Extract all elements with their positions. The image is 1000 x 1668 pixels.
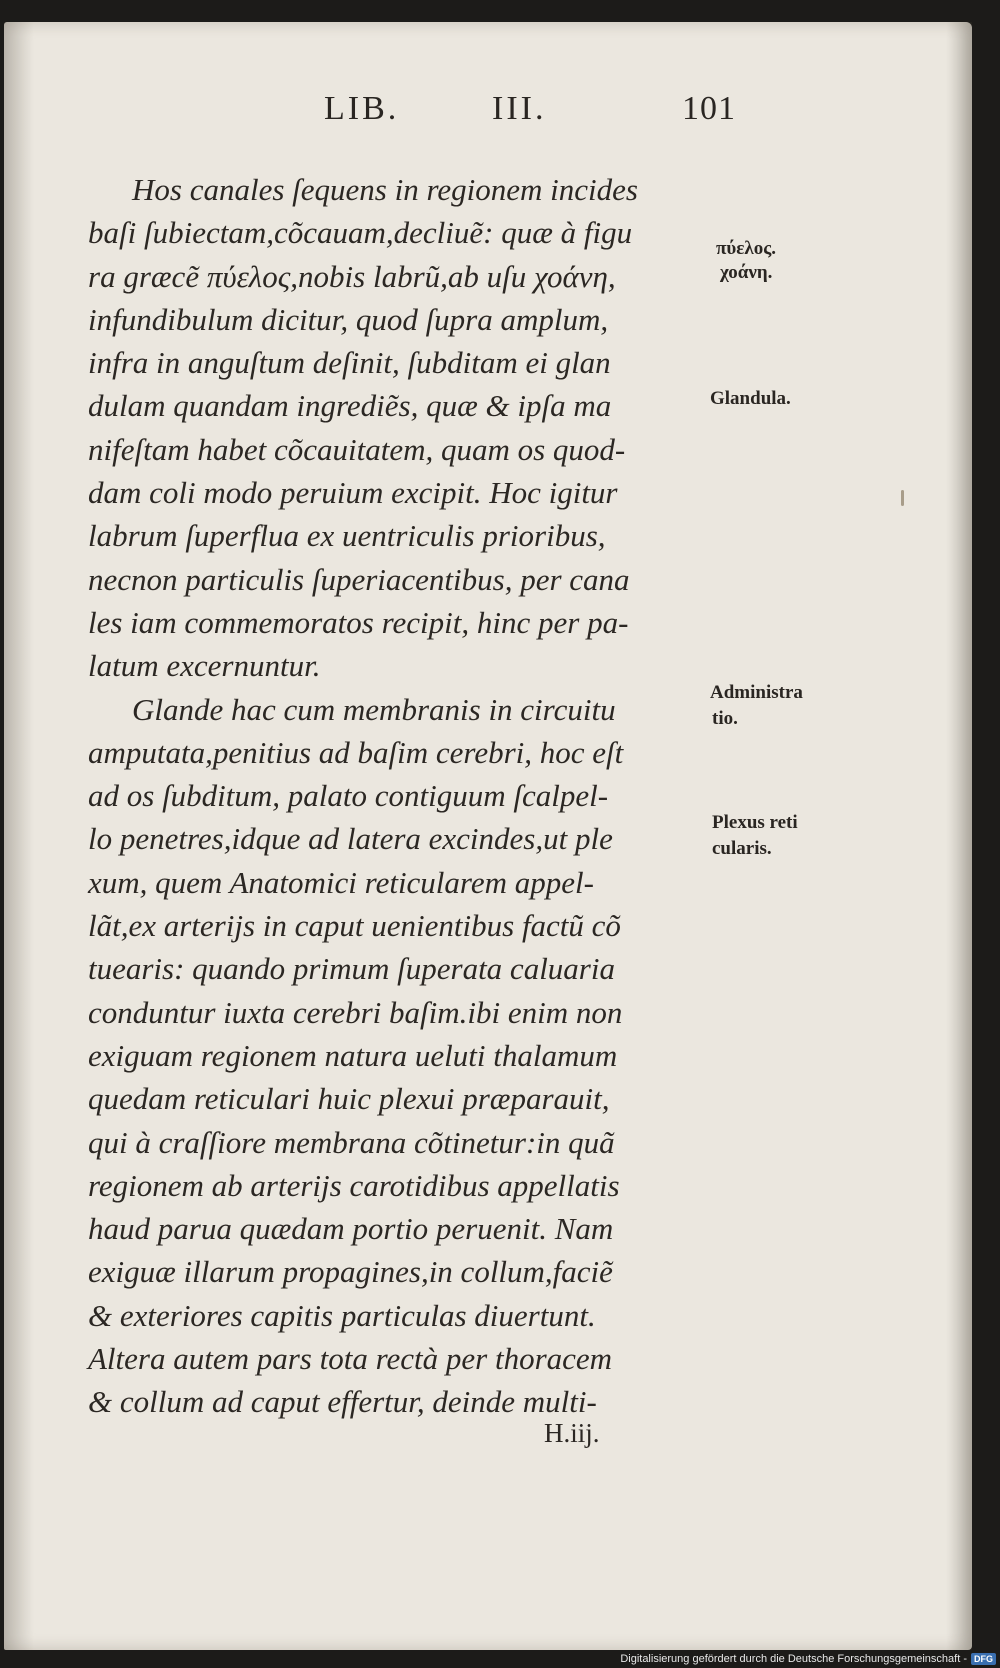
text-line: haud parua quædam portio peruenit. Nam (88, 1211, 614, 1247)
margin-note-greek-2: χοάνη. (720, 262, 773, 283)
text-line: lo penetres,idque ad latera excindes,ut ple (88, 821, 613, 857)
margin-note-administratio-1: Administra (710, 682, 803, 703)
text-line: exiguæ illarum propagines,in collum,faciẽ (88, 1254, 613, 1290)
text-line: Glande hac cum membranis in circuitu (132, 691, 616, 727)
text-line: qui à craſſiore membrana cõtinetur:in quã (88, 1124, 615, 1160)
text-line: & exteriores capitis particulas diuertunt. (88, 1297, 596, 1333)
text-line: necnon particulis ſuperiacentibus, per cana (88, 561, 630, 597)
text-line: tuearis: quando primum ſuperata caluaria (88, 951, 615, 987)
margin-note-greek-1: πύελος. (716, 238, 776, 259)
text-line: ra græcẽ πύελος,nobis labrũ,ab uſu χοάνη, (88, 258, 616, 294)
text-line: labrum ſuperflua ex uentriculis prioribus, (88, 518, 606, 554)
text-line: exiguam regionem natura ueluti thalamum (88, 1037, 618, 1073)
text-line: infra in anguſtum deſinit, ſubditam ei glan (88, 345, 611, 381)
margin-note-plexus-2: cularis. (712, 838, 772, 859)
signature-mark: H.iij. (544, 1418, 600, 1448)
running-head-book: III. (492, 90, 547, 127)
edge-shadow (946, 22, 972, 1650)
text-line: xum, quem Anatomici reticularem appel- (88, 864, 594, 900)
margin-note-administratio-2: tio. (712, 708, 738, 729)
text-line: regionem ab arterijs carotidibus appellatis (88, 1167, 620, 1203)
text-line: amputata,penitius ad baſim cerebri, hoc eſt (88, 734, 624, 770)
body-text (88, 168, 718, 1424)
text-line: & collum ad caput effertur, deinde multi- (88, 1384, 597, 1420)
text-line: infundibulum dicitur, quod ſupra amplum, (88, 301, 609, 337)
text-line: Hos canales ſequens in regionem incides (132, 172, 638, 207)
book-page (4, 22, 972, 1650)
text-line: latum excernuntur. (88, 648, 321, 684)
text-line: Altera autem pars tota rectà per thoracem (88, 1341, 613, 1377)
text-line: les iam commemoratos recipit, hinc per pa- (88, 604, 629, 640)
page-number: 101 (682, 90, 736, 127)
running-head-lib: LIB. (324, 90, 400, 127)
text-line: ad os ſubditum, palato contiguum ſcalpel- (88, 778, 609, 814)
text-line: lãt,ex arterijs in caput uenientibus factũ cõ (88, 908, 621, 944)
text-line: nifeſtam habet cõcauitatem, quam os quod- (88, 431, 626, 467)
dfg-logo: DFG (971, 1653, 996, 1665)
margin-note-glandula: Glandula. (710, 388, 791, 409)
digitization-credit (612, 1650, 1000, 1668)
credit-text: Digitalisierung gefördert durch die Deutsche Forschungsgemeinschaft - (620, 1653, 967, 1665)
text-line: dulam quandam ingrediẽs, quæ & ipſa ma (88, 388, 612, 424)
text-line: conduntur iuxta cerebri baſim.ibi enim non (88, 994, 623, 1030)
text-line: dam coli modo peruium excipit. Hoc igitur (88, 475, 618, 511)
gutter-shadow (4, 22, 34, 1650)
margin-note-plexus-1: Plexus reti (712, 812, 798, 833)
text-line: quedam reticulari huic plexui præparauit, (88, 1081, 610, 1117)
paper-blemish (901, 490, 904, 506)
text-line: baſi ſubiectam,cõcauam,decliuẽ: quæ à figu (88, 215, 633, 251)
